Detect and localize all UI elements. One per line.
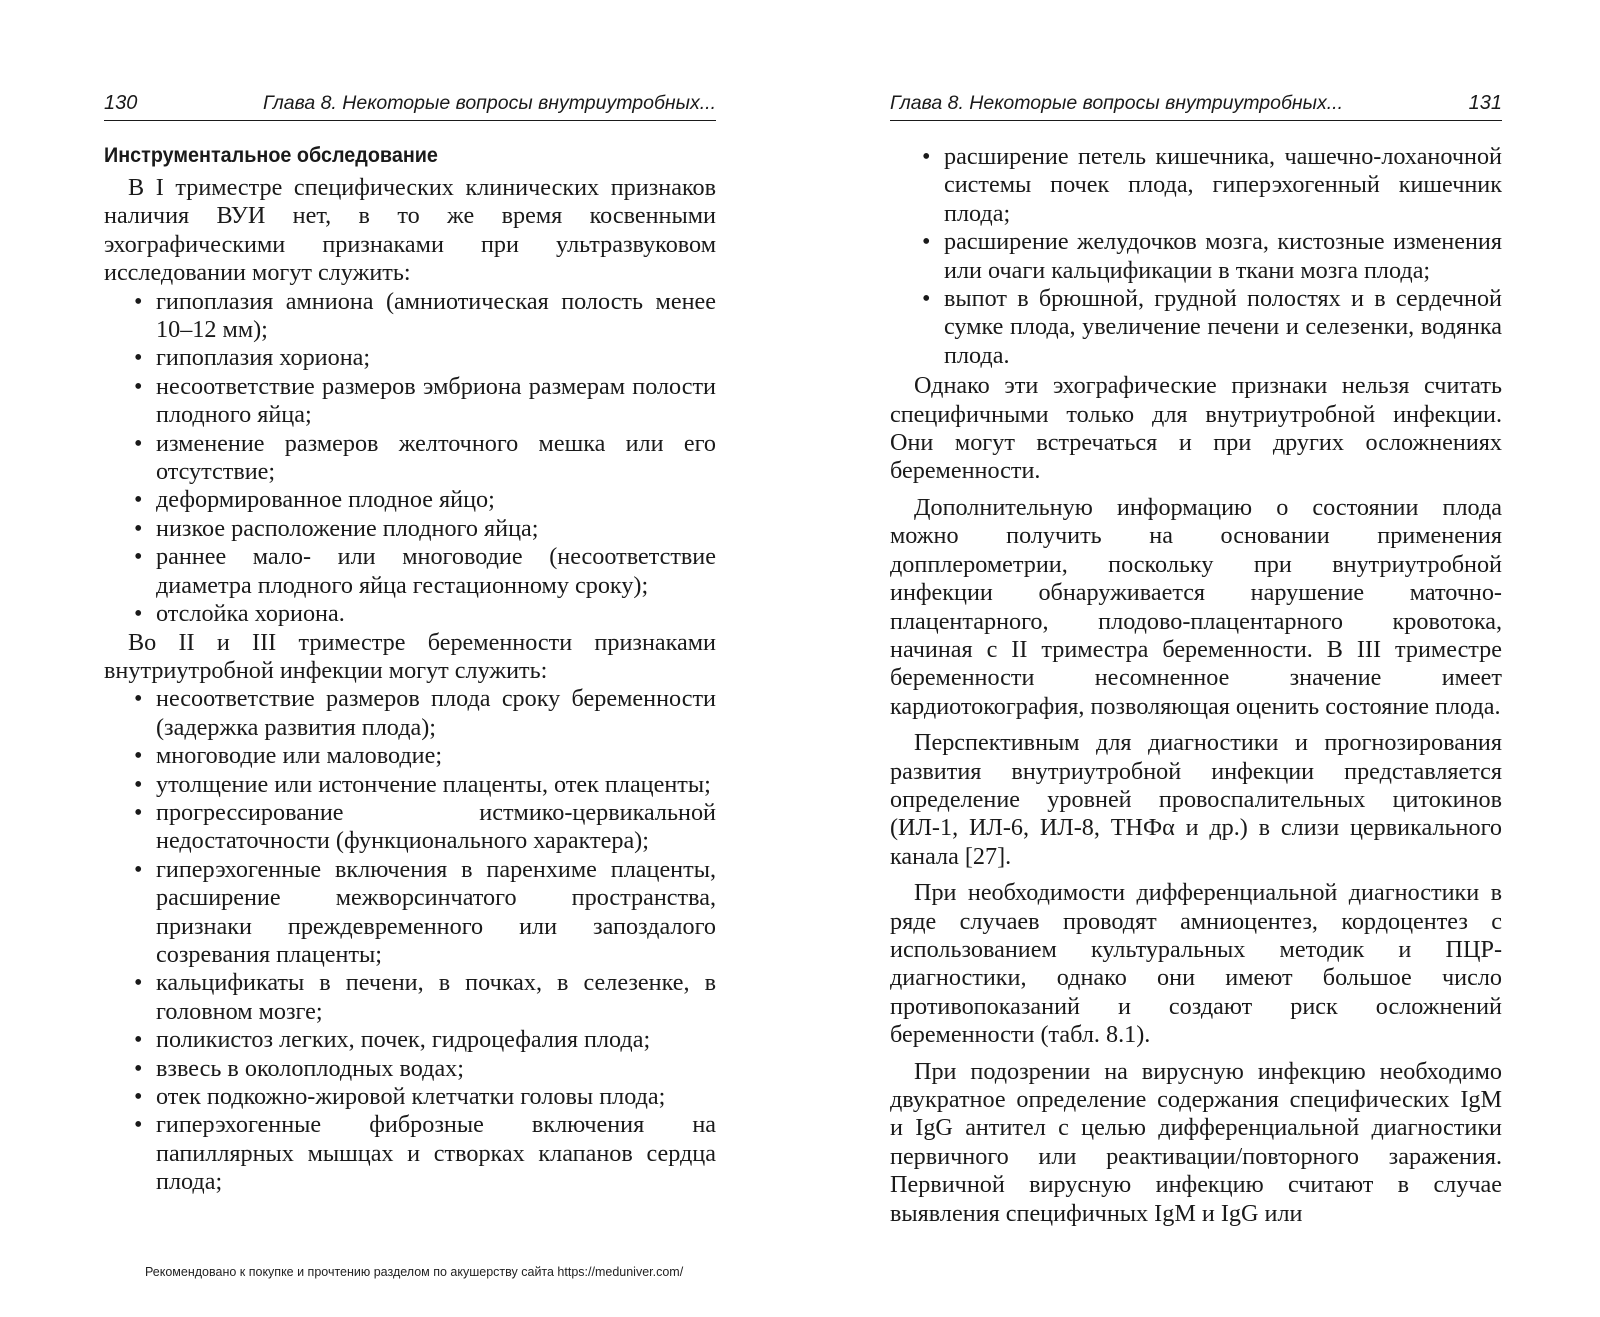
list-item: • расширение желудочков мозга, кистозные изменения или очаги кальцификации в ткани мозга плода; xyxy=(944,228,1502,285)
list-item: • гиперэхогенные включения в паренхиме плаценты, расширение межворсинчатого пространства, признаки преждевременного или запоздалого созревания плаценты; xyxy=(156,856,716,970)
list-item: • взвесь в околоплодных водах; xyxy=(156,1055,716,1083)
list-item: • прогрессирование истмико-цервикальной недостаточности (функционального характера); xyxy=(156,799,716,856)
list-item: • кальцификаты в печени, в почках, в селезенке, в головном мозге; xyxy=(156,969,716,1026)
continued-signs-list xyxy=(890,143,1502,370)
list-item: • деформированное плодное яйцо; xyxy=(156,486,716,514)
intro-paragraph: В I триместре специфических клинических признаков наличия ВУИ нет, в то же время косвенными эхографическими признаками при ультразвуковом исследовании могут служить: xyxy=(104,174,716,287)
list-item: • гиперэхогенные фиброзные включения на папиллярных мышцах и створках клапанов сердца плода; xyxy=(156,1111,716,1196)
paragraph-nonspecific: Однако эти эхографические признаки нельзя считать специфичными только для внутриутробной инфекции. Они могут встречаться и при других осложнениях беременности. xyxy=(890,372,1502,485)
list-item: • выпот в брюшной, грудной полостях и в сердечной сумке плода, увеличение печени и селезенки, водянка плода. xyxy=(944,285,1502,370)
page-number-left: 130 xyxy=(104,92,138,114)
list-item: • поликистоз легких, почек, гидроцефалия плода; xyxy=(156,1026,716,1054)
second-intro-paragraph: Во II и III триместре беременности признаками внутриутробной инфекции могут служить: xyxy=(104,628,716,684)
list-item: • отслойка хориона. xyxy=(156,600,716,628)
paragraph-cytokines: Перспективным для диагностики и прогнозирования развития внутриутробной инфекции представляется определение уровней провоспалительных цитокинов (ИЛ-1, ИЛ-6, ИЛ-8, ТНФα и др.) в слизи цервикального канала [27]. xyxy=(890,729,1502,870)
list-item: • гипоплазия амниона (амниотическая полость менее 10–12 мм); xyxy=(156,288,716,345)
running-head-right xyxy=(890,92,1502,121)
list-item: • низкое расположение плодного яйца; xyxy=(156,515,716,543)
list-item: • несоответствие размеров эмбриона размерам полости плодного яйца; xyxy=(156,373,716,430)
chapter-title-right: Глава 8. Некоторые вопросы внутриутробных... xyxy=(890,92,1344,114)
right-page xyxy=(890,92,1502,1228)
list-item: • многоводие или маловодие; xyxy=(156,742,716,770)
later-trimester-signs-list xyxy=(104,685,716,1196)
list-item: • расширение петель кишечника, чашечно-лоханочной системы почек плода, гиперэхогенный кишечник плода; xyxy=(944,143,1502,228)
list-item: • изменение размеров желточного мешка или его отсутствие; xyxy=(156,430,716,487)
list-item: • раннее мало- или многоводие (несоответствие диаметра плодного яйца гестационному сроку); xyxy=(156,543,716,600)
first-trimester-signs-list xyxy=(104,288,716,629)
paragraph-dopplerometry: Дополнительную информацию о состоянии плода можно получить на основании применения допплерометрии, поскольку при внутриутробной инфекции обнаруживается нарушение маточно-плацентарного, плодово-плацентарного кровотока, начиная с II триместра беременности. В III триместре беременности несомненное значение имеет кардиотокография, позволяющая оценить состояние плода. xyxy=(890,493,1502,720)
list-item: • отек подкожно-жировой клетчатки головы плода; xyxy=(156,1083,716,1111)
footer-recommendation: Рекомендовано к покупке и прочтению разделом по акушерству сайта https://meduniver.com/ xyxy=(145,1265,684,1279)
running-head-left xyxy=(104,92,716,121)
left-body xyxy=(104,174,716,1197)
paragraph-differential-diagnosis: При необходимости дифференциальной диагностики в ряде случаев проводят амниоцентез, кордоцентез с использованием культуральных методик и ПЦР-диагностики, однако они имеют большое число противопоказаний и создают риск осложнений беременности (табл. 8.1). xyxy=(890,879,1502,1049)
chapter-title-left: Глава 8. Некоторые вопросы внутриутробных... xyxy=(262,92,716,114)
section-title: Инструментальное обследование xyxy=(104,143,438,167)
list-item: • несоответствие размеров плода сроку беременности (задержка развития плода); xyxy=(156,685,716,742)
list-item: • гипоплазия хориона; xyxy=(156,344,716,372)
left-page xyxy=(104,92,716,1197)
right-body xyxy=(890,143,1502,1228)
paragraph-viral-infection: При подозрении на вирусную инфекцию необходимо двукратное определение содержания специфических IgM и IgG антител с целью дифференциальной диагностики первичного или реактивации/повторного заражения. Первичной вирусную инфекцию считают в случае выявления специфичных IgM и IgG или xyxy=(890,1057,1502,1227)
page-number-right: 131 xyxy=(1468,92,1502,114)
list-item: • утолщение или истончение плаценты, отек плаценты; xyxy=(156,771,716,799)
